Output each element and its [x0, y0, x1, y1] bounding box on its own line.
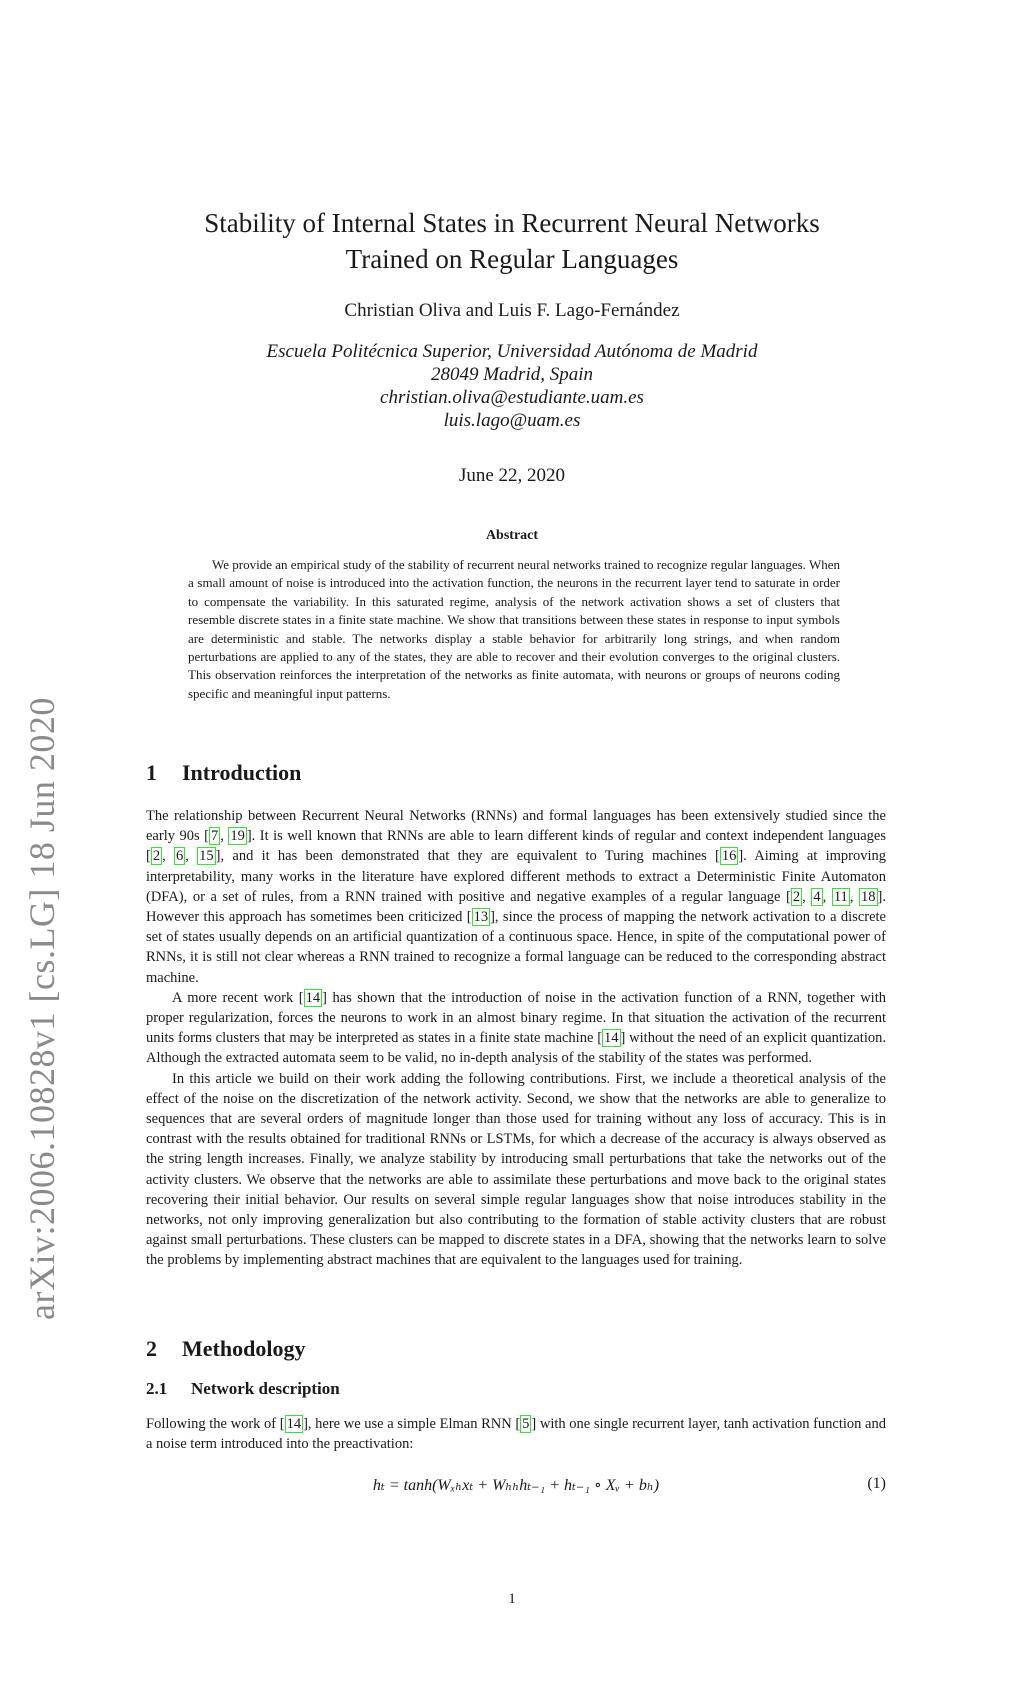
subsection-number: 2.1	[146, 1379, 168, 1398]
authors: Christian Oliva and Luis F. Lago-Fernández	[344, 300, 680, 321]
affiliation-city: 28049 Madrid, Spain	[430, 364, 594, 385]
citation-link[interactable]: 4	[813, 888, 821, 905]
citation-link[interactable]: 19	[230, 828, 245, 845]
citation-link[interactable]: 11	[833, 888, 848, 905]
abstract-body: We provide an empirical study of the stability of recurrent neural networks trained to recognize regular languages. When a small amount of noise is introduced into the activation function, the neurons in the recurrent layer tend to saturate in order to compensate the variability. In this saturated regime, analysis of the network activation shows a set of clusters that resemble discrete states in a finite state machine. We show that transitions between these states in response to input symbols are deterministic and stable. The networks display a stable behavior for arbitrarily long strings, and when random perturbations are applied to any of the states, they are able to recover and their evolution converges to the original clusters. This observation reinforces the interpretation of the networks as finite automata, with neurons or groups of neurons coding specific and meaningful input patterns.	[188, 557, 840, 701]
citation-link[interactable]: 6	[176, 848, 184, 865]
citation-link[interactable]: 14	[305, 989, 321, 1006]
email-1: christian.oliva@estudiante.uam.es	[380, 387, 644, 408]
intro-paragraph-1: The relationship between Recurrent Neural Networks (RNNs) and formal languages has been extensively studied since the early 90s [ 7 , 19 ]. It is well known that RNNs are able to learn different kinds of regular and context independent languages [ 2 , 6 , 15 ], and it has been demonstrated that they are equivalent to Turing machines [ 16 ]. Aiming at improving interpretability, many works in the literature have explored different methods to extract a Deterministic Finite Automaton (DFA), or a set of rules, from a RNN trained with positive and negative examples of a regular language [ 2 , 4 , 11 , 18 ]. However this approach has sometimes been criticized [ 13 ], since the process of mapping the network activation to a discrete set of states usually depends on an artificial quantization of a continuous space. Hence, in spite of the computational power of RNNs, it is still not clear whereas a RNN trained to recognize a formal language can be reduced to the corresponding abstract machine.	[146, 808, 887, 986]
title-line-2: Trained on Regular Languages	[345, 244, 679, 274]
subsection-title: Network description	[191, 1379, 340, 1398]
arxiv-stamp: arXiv:2006.10828v1 [cs.LG] 18 Jun 2020	[22, 697, 62, 1320]
equation-number: (1)	[867, 1475, 886, 1492]
methodology-paragraph-1: Following the work of [ 14 ], here we use a simple Elman RNN [ 5 ] with one single recurrent layer, tanh activation function and a noise term introduced into the preactivation:	[146, 1416, 886, 1453]
citation-link[interactable]: 18	[861, 888, 876, 905]
citation-link[interactable]: 14	[286, 1416, 302, 1432]
citation-link[interactable]: 14	[604, 1030, 619, 1047]
affiliation-institution: Escuela Politécnica Superior, Universidad Autónoma de Madrid	[266, 341, 758, 362]
citation-link[interactable]: 5	[522, 1416, 530, 1432]
citation-link[interactable]: 16	[721, 848, 737, 865]
affiliation	[140, 340, 884, 432]
citation-link[interactable]: 2	[792, 888, 801, 905]
page-number: 1	[508, 1591, 516, 1607]
equation-expression: hₜ = tanh(Wₓₕxₜ + Wₕₕhₜ₋₁ + hₜ₋₁ ∘ Xᵥ + bₕ)	[372, 1477, 660, 1494]
title-line-1: Stability of Internal States in Recurrent Neural Networks	[204, 208, 820, 238]
email-2: luis.lago@uam.es	[443, 410, 581, 431]
citation-link[interactable]: 7	[210, 828, 219, 845]
intro-paragraph-2: A more recent work [ 14 ] has shown that the introduction of noise in the activation function of a RNN, together with proper regularization, forces the neurons to work in an almost binary regime. In that situation the activation of the recurrent units forms clusters that may be interpreted as states in a finite state machine [ 14 ] without the need of an explicit quantization. Although the extracted automata seem to be valid, no in-depth analysis of the stability of the states was performed.	[146, 989, 886, 1067]
date: June 22, 2020	[458, 465, 566, 486]
subsection-heading-network-description	[146, 1379, 340, 1399]
citation-link[interactable]: 2	[152, 848, 161, 865]
citation-link[interactable]: 15	[199, 848, 214, 865]
section-title: Introduction	[182, 760, 302, 785]
section-number: 1	[146, 760, 157, 785]
section-heading-introduction	[146, 760, 301, 786]
section-heading-methodology	[146, 1336, 305, 1362]
section-title: Methodology	[182, 1336, 306, 1361]
paper-title	[140, 205, 884, 277]
network-description-body	[146, 1414, 886, 1454]
intro-paragraph-3: In this article we build on their work adding the following contributions. First, we include a theoretical analysis of the effect of the noise on the discretization of the network activity. Second, we show that the networks are able to generalize to sequences that are several orders of magnitude longer than those used for training without any loss of accuracy. This is in contrast with the results obtained for traditional RNNs or LSTMs, for which a decrease of the accuracy is always observed as the string length increases. Finally, we analyze stability by introducing small perturbations that take the networks out of the activity clusters. We observe that the networks are able to assimilate these perturbations and move back to the original states recovering their initial behavior. Our results on several simple regular languages show that noise introduces stability in the networks, not only improving generalization but also contributing to the formation of stable activity clusters that are robust against small perturbations. These clusters can be mapped to discrete states in a DFA, showing that the networks learn to solve the problems by implementing abstract machines that are equivalent to the languages used for training.	[146, 1070, 886, 1269]
abstract-heading: Abstract	[485, 528, 539, 543]
citation-link[interactable]: 13	[473, 909, 489, 926]
introduction-body	[146, 806, 886, 1271]
section-number: 2	[146, 1336, 157, 1361]
